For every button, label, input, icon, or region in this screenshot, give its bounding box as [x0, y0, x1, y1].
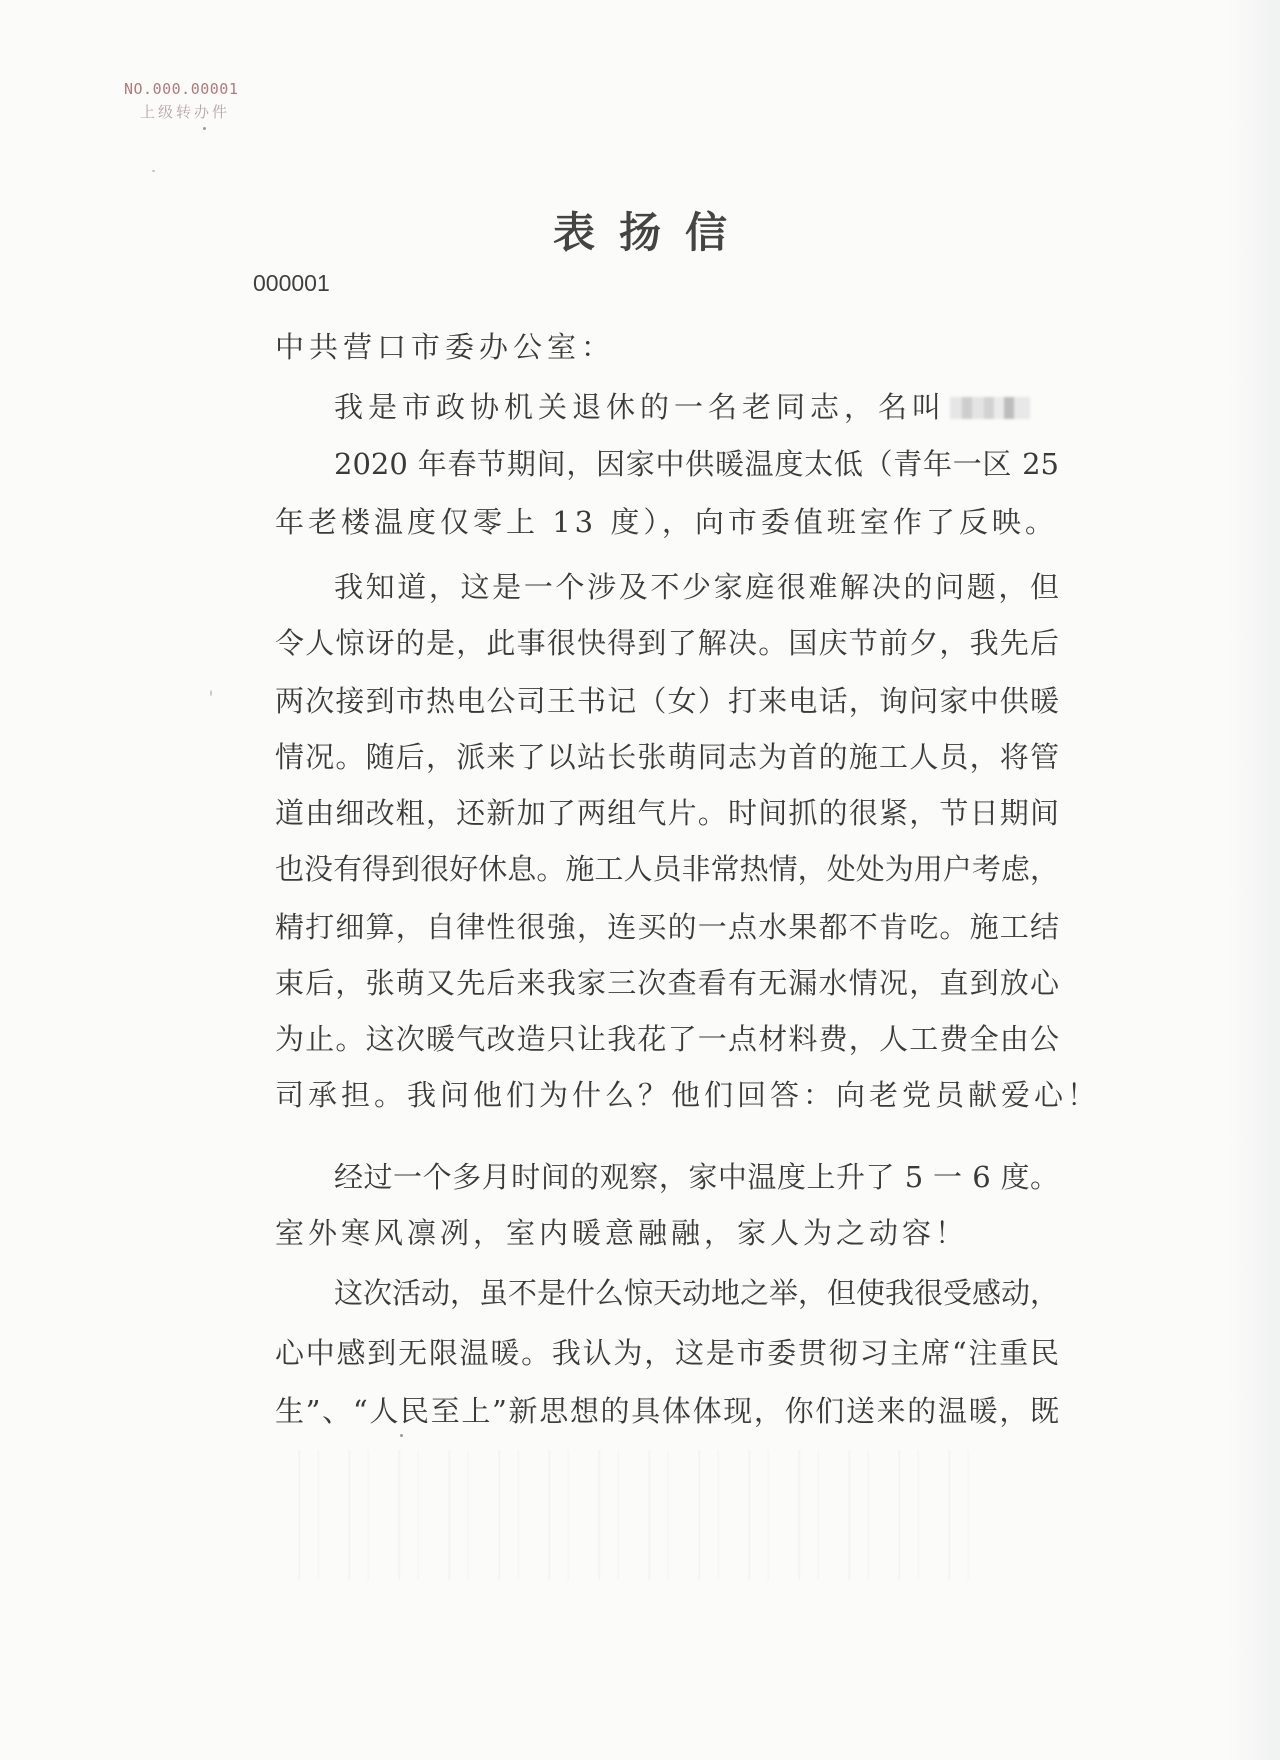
redacted-name — [950, 397, 1030, 419]
scan-speck — [203, 127, 206, 130]
body-line — [334, 390, 1059, 424]
body-line: 为止。这次暖气改造只让我花了一点材料费，人工费全由公 — [275, 1022, 1059, 1056]
body-line: 生”、“人民至上”新思想的具体体现，你们送来的温暖，既 — [275, 1394, 1059, 1428]
body-line: 束后，张萌又先后来我家三次查看有无漏水情况，直到放心 — [275, 966, 1059, 1000]
scan-speck — [400, 1434, 403, 1437]
recipient-line: 中共营口市委办公室： — [275, 330, 616, 364]
body-line: 心中感到无限温暖。我认为，这是市委贯彻习主席“注重民 — [275, 1336, 1059, 1370]
scan-streaks — [270, 1450, 990, 1580]
body-line-text: 我是市政协机关退休的一名老同志，名叫 — [334, 390, 947, 424]
body-line: 我知道，这是一个涉及不少家庭很难解决的问题，但 — [334, 570, 1059, 604]
body-line: 令人惊讶的是，此事很快得到了解决。国庆节前夕，我先后 — [275, 626, 1059, 660]
body-line: 2020 年春节期间，因家中供暖温度太低（青年一区 25 — [334, 447, 1059, 481]
body-line: 也没有得到很好休息。施工人员非常热情，处处为用户考虑， — [275, 852, 1059, 886]
body-line: 年老楼温度仅零上 13 度），向市委值班室作了反映。 — [275, 505, 1058, 539]
body-line: 情况。随后，派来了以站长张萌同志为首的施工人员，将管 — [275, 740, 1059, 774]
body-line: 道由细改粗，还新加了两组气片。时间抓的很紧，节日期间 — [275, 796, 1059, 830]
page-title: 表扬信 — [552, 208, 751, 257]
stamp-number: NO.000.00001 — [124, 80, 239, 98]
body-line: 这次活动，虽不是什么惊天动地之举，但使我很受感动， — [334, 1276, 1060, 1310]
scan-speck — [152, 170, 155, 172]
body-line: 经过一个多月时间的观察，家中温度上升了 5 一 6 度。 — [334, 1160, 1059, 1194]
body-line: 司承担。我问他们为什么？他们回答：向老党员献爱心！ — [275, 1078, 1101, 1112]
body-line: 两次接到市热电公司王书记（女）打来电话，询问家中供暖 — [275, 684, 1059, 718]
scan-speck — [210, 690, 212, 696]
stamp-label: 上级转办件 — [140, 103, 231, 121]
body-line: 室外寒风凛冽，室内暖意融融，家人为之动容！ — [275, 1216, 969, 1250]
body-line: 精打细算，自律性很強，连买的一点水果都不肯吃。施工结 — [275, 910, 1059, 944]
document-id: 000001 — [253, 270, 330, 296]
